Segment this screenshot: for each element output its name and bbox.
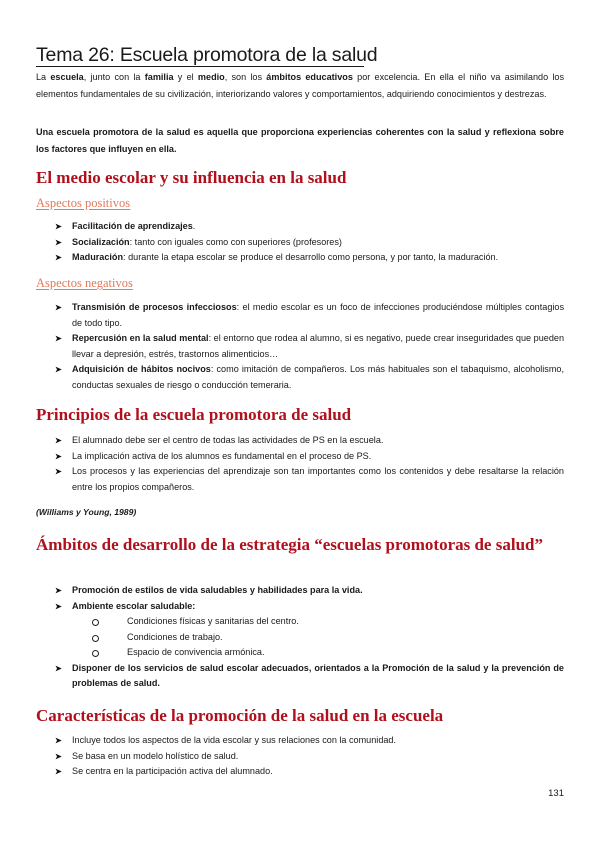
arrow-bullet-icon: ➤ [55, 751, 62, 761]
list-item [36, 599, 564, 661]
arrow-bullet-icon: ➤ [55, 586, 62, 595]
text-run: , son los [224, 72, 267, 82]
item-text: : durante la etapa escolar se produce el desarrollo como persona, y por tanto, la maduración. [123, 252, 499, 262]
text-run: , junto con la [83, 72, 145, 82]
circle-bullet-icon [92, 635, 99, 642]
list-item [36, 764, 564, 780]
intro-paragraph-2: Una escuela promotora de la salud es aquella que proporciona experiencias coherentes con la salud y reflexiona sobre los factores que influyen en ella. [36, 127, 564, 154]
circle-bullet-icon [92, 619, 99, 626]
arrow-bullet-icon: ➤ [55, 736, 62, 745]
text-run: La [36, 72, 51, 82]
item-term: Adquisición de hábitos nocivos [72, 364, 211, 374]
text-run-bold: familia [144, 72, 174, 82]
item-text: . [192, 221, 196, 231]
item-text: Se basa en un modelo holístico de salud. [72, 750, 239, 761]
arrow-bullet-icon: ➤ [55, 663, 62, 673]
positive-aspects-list [36, 219, 564, 266]
list-item [36, 661, 564, 692]
arrow-bullet-icon: ➤ [55, 222, 62, 231]
ambiente-sublist [72, 614, 564, 661]
principles-list [36, 433, 564, 495]
item-text: Incluye todos los aspectos de la vida escolar y sus relaciones con la comunidad. [72, 735, 397, 745]
arrow-bullet-icon: ➤ [55, 303, 62, 312]
sublist-item [72, 645, 564, 661]
section-heading-medio-escolar: El medio escolar y su influencia en la salud [36, 168, 347, 187]
arrow-bullet-icon: ➤ [55, 467, 62, 476]
item-text: El alumnado debe ser el centro de todas las actividades de PS en la escuela. [72, 435, 384, 445]
item-text: Los procesos y las experiencias del aprendizaje son tan importantes como los contenidos y debe resaltarse la relación entre los propios compañeros. [72, 466, 564, 492]
item-term: Facilitación de aprendizajes [72, 221, 193, 231]
text-run: y el [173, 72, 198, 82]
ambitos-list [36, 583, 564, 692]
list-item [36, 250, 564, 266]
item-term: Repercusión en la salud mental [72, 333, 209, 343]
arrow-bullet-icon: ➤ [55, 601, 62, 611]
arrow-bullet-icon: ➤ [55, 237, 62, 247]
list-item [36, 749, 564, 765]
item-term: Transmisión de procesos infecciosos [72, 302, 237, 312]
item-term: Socialización [72, 236, 130, 247]
item-text: Se centra en la participación activa del alumnado. [72, 766, 273, 776]
text-run-bold: ámbitos educativos [266, 72, 353, 82]
intro-paragraph-1 [36, 69, 564, 103]
arrow-bullet-icon: ➤ [55, 253, 62, 262]
item-text: : tanto con iguales como con superiores (profesores) [129, 236, 342, 247]
page-number: 131 [548, 788, 564, 799]
list-item [36, 331, 564, 362]
arrow-bullet-icon: ➤ [55, 451, 62, 461]
text-run: por excelencia. En ella el niño va asimilando los elementos fundamentales de su civilización, interiorizando valores y comportamientos, adquiriendo conocimientos y destrezas. [36, 72, 564, 99]
title-underline [36, 66, 364, 67]
list-item [36, 583, 564, 599]
list-item [36, 733, 564, 749]
item-text: Condiciones físicas y sanitarias del centro. [127, 616, 299, 626]
sublist-item [72, 614, 564, 630]
negative-aspects-list [36, 300, 564, 393]
list-item [36, 235, 564, 251]
arrow-bullet-icon: ➤ [55, 365, 62, 374]
item-text: Espacio de convivencia armónica. [127, 647, 265, 657]
item-text: La implicación activa de los alumnos es fundamental en el proceso de PS. [72, 450, 372, 461]
arrow-bullet-icon: ➤ [55, 436, 62, 445]
item-term: Maduración [72, 252, 124, 262]
list-item [36, 449, 564, 465]
subheading-aspectos-positivos: Aspectos positivos [36, 196, 131, 210]
list-item [36, 362, 564, 393]
item-text: Condiciones de trabajo. [127, 631, 223, 642]
item-text: Ambiente escolar saludable: [72, 600, 196, 611]
list-item [36, 464, 564, 495]
arrow-bullet-icon: ➤ [55, 767, 62, 776]
circle-bullet-icon [92, 650, 99, 657]
section-heading-caracteristicas: Características de la promoción de la salud en la escuela [36, 706, 444, 725]
text-run-bold: escuela [50, 72, 84, 82]
arrow-bullet-icon: ➤ [55, 334, 62, 343]
section-heading-principios: Principios de la escuela promotora de salud [36, 405, 352, 424]
characteristics-list [36, 733, 564, 780]
item-text: : el medio escolar es un foco de infecciones produciéndose múltiples contagios de todo tipo. [72, 302, 565, 328]
text-run-bold: medio [197, 72, 225, 82]
sublist-item [72, 630, 564, 646]
item-text: Disponer de los servicios de salud escolar adecuados, orientados a la Promoción de la salud y la prevención de problemas de salud. [72, 662, 564, 688]
item-text: : el entorno que rodea al alumno, si es negativo, puede crear inseguridades que pueden llevar a depresión, estrés, trastornos alimenticios… [72, 333, 564, 359]
item-text: : como imitación de compañeros. Los más habituales son el tabaquismo, alcoholismo, conductas sexuales de riesgo o conducción temeraria. [72, 364, 564, 390]
page-title: Tema 26: Escuela promotora de la salud [36, 44, 378, 66]
list-item [36, 219, 564, 235]
section-heading-ambitos: Ámbitos de desarrollo de la estrategia “escuelas promotoras de salud” [36, 535, 543, 554]
citation: (Williams y Young, 1989) [36, 507, 137, 517]
list-item [36, 300, 564, 331]
list-item [36, 433, 564, 449]
subheading-aspectos-negativos: Aspectos negativos [36, 276, 133, 290]
item-text: Promoción de estilos de vida saludables y habilidades para la vida. [72, 585, 363, 595]
